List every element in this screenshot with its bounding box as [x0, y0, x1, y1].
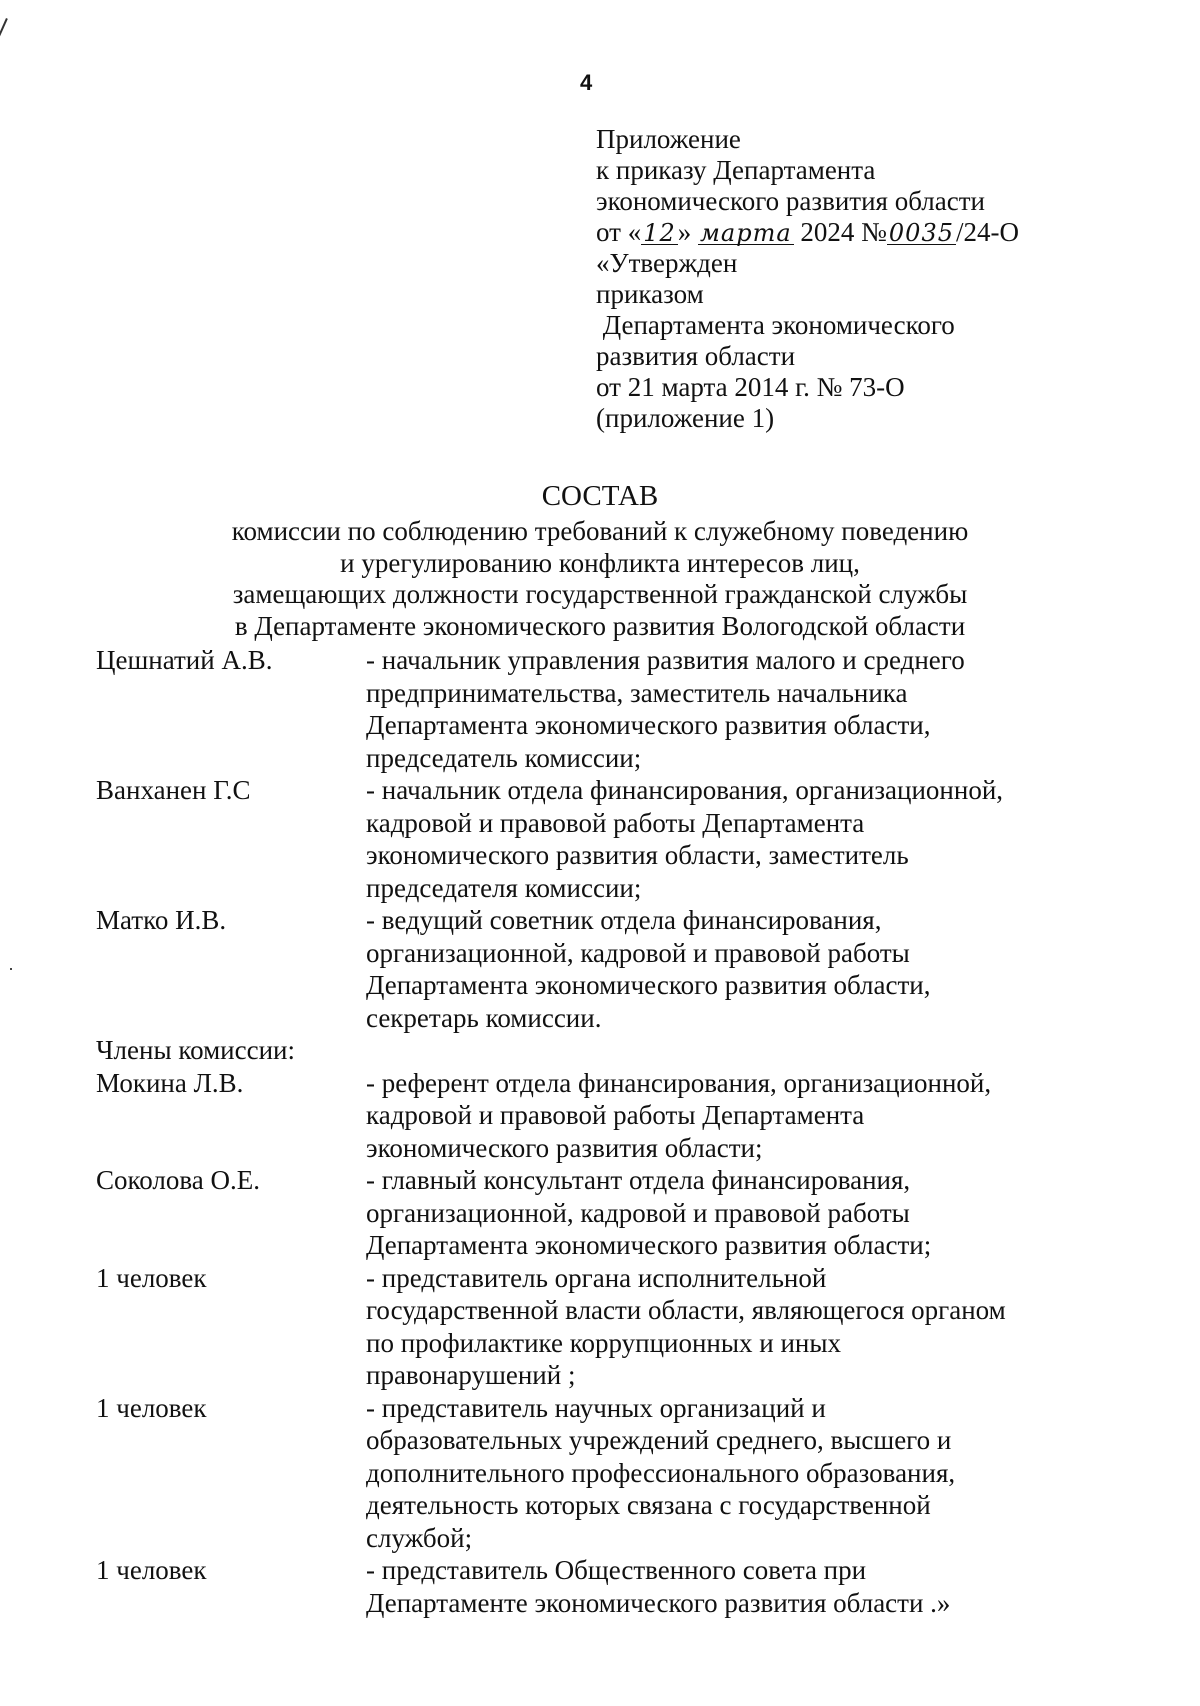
description-line: Департамента экономического развития области,: [366, 710, 931, 740]
scan-dot-mark: [10, 968, 12, 970]
member-description: [366, 1164, 1096, 1262]
description-line: деятельность которых связана с государственной: [366, 1490, 931, 1520]
date-mid: »: [677, 217, 692, 247]
member-name: Матко И.В.: [96, 905, 227, 935]
description-line: - представитель Общественного совета при: [366, 1555, 867, 1585]
commission-composition: [96, 644, 1096, 1619]
description-line: правонарушений ;: [366, 1360, 576, 1390]
member-row: [96, 1067, 1096, 1165]
description-line: кадровой и правовой работы Департамента: [366, 807, 865, 838]
description-line: государственной власти области, являющегося органом: [366, 1295, 1006, 1325]
description-line: - начальник отдела финансирования, организационной,: [366, 775, 1004, 805]
description-line: организационной, кадровой и правовой работы: [366, 1197, 910, 1228]
description-line: - представитель органа исполнительной: [366, 1262, 827, 1293]
member-row: [96, 774, 1096, 904]
member-name: 1 человек: [96, 1262, 207, 1293]
description-line: образовательных учреждений среднего, высшего и: [366, 1425, 952, 1455]
description-line: предпринимательства, заместитель начальника: [366, 677, 908, 708]
description-line: службой;: [366, 1522, 473, 1553]
approved-line: развития области: [596, 341, 796, 371]
description-line: организационной, кадровой и правовой работы: [366, 937, 910, 968]
appendix-block: [596, 124, 1019, 434]
appendix-line: к приказу Департамента: [596, 155, 876, 185]
description-line: - главный консультант отдела финансирования,: [366, 1165, 911, 1195]
subtitle-line: замещающих должности государственной гражданской службы: [232, 579, 968, 609]
member-row: [96, 1554, 1096, 1619]
description-line: дополнительного профессионального образования,: [366, 1457, 956, 1488]
description-line: секретарь комиссии.: [366, 1002, 602, 1033]
date-year: 2024 №: [800, 217, 887, 247]
member-description: [366, 1554, 1096, 1619]
member-row: [96, 1262, 1096, 1392]
approved-line: «Утвержден: [596, 248, 738, 278]
member-row: [96, 1392, 1096, 1555]
members-heading: Члены комиссии:: [96, 1035, 295, 1065]
member-description: [366, 644, 1096, 774]
description-line: Департамента экономического развития области,: [366, 970, 931, 1000]
member-name: 1 человек: [96, 1392, 207, 1423]
document-title: СОСТАВ: [541, 480, 659, 512]
appendix-line: Приложение: [596, 124, 741, 154]
date-suffix: /24-О: [955, 217, 1019, 247]
approved-line: (приложение 1): [596, 403, 775, 433]
description-line: председатель комиссии;: [366, 742, 642, 773]
page-number: 4: [580, 70, 593, 95]
description-line: - референт отдела финансирования, организационной,: [366, 1067, 992, 1098]
member-description: [366, 774, 1096, 904]
description-line: Департамента экономического развития области;: [366, 1230, 932, 1260]
member-row: [96, 644, 1096, 774]
description-line: по профилактике коррупционных и иных: [366, 1327, 842, 1358]
document-subtitle: [180, 516, 1020, 642]
member-name: Ванханен Г.С: [96, 775, 251, 805]
member-row: [96, 1164, 1096, 1262]
date-prefix: от «: [596, 217, 642, 247]
member-name: Соколова О.Е.: [96, 1165, 260, 1195]
description-line: - начальник управления развития малого и среднего: [366, 645, 965, 675]
description-line: - представитель научных организаций и: [366, 1392, 826, 1423]
description-line: - ведущий советник отдела финансирования,: [366, 905, 882, 935]
approved-line: приказом: [596, 279, 704, 309]
handwritten-number: 0035: [888, 219, 954, 247]
member-description: [366, 1262, 1096, 1392]
subtitle-line: в Департаменте экономического развития Вологодской области: [234, 610, 966, 641]
member-name: Мокина Л.В.: [96, 1067, 244, 1098]
description-line: председателя комиссии;: [366, 872, 642, 903]
scan-stroke-mark: [0, 18, 8, 44]
description-line: экономического развития области, заместитель: [366, 840, 909, 870]
handwritten-month: марта: [700, 219, 792, 247]
member-name: Цешнатий А.В.: [96, 645, 273, 675]
member-description: [366, 1392, 1096, 1555]
appendix-date-line: [596, 217, 1019, 248]
member-name: 1 человек: [96, 1555, 207, 1585]
description-line: кадровой и правовой работы Департамента: [366, 1100, 865, 1130]
description-line: Департаменте экономического развития области .»: [366, 1587, 951, 1618]
subtitle-line: комиссии по соблюдению требований к служебному поведению: [231, 516, 969, 546]
subtitle-line: и урегулированию конфликта интересов лиц,: [340, 547, 860, 578]
handwritten-day: 12: [643, 219, 676, 247]
member-description: [366, 1067, 1096, 1165]
description-line: экономического развития области;: [366, 1132, 763, 1163]
member-row: [96, 904, 1096, 1034]
approved-line: от 21 марта 2014 г. № 73-О: [596, 372, 905, 402]
approved-line: Департамента экономического: [596, 310, 955, 340]
appendix-line: экономического развития области: [596, 186, 985, 216]
member-description: [366, 904, 1096, 1034]
